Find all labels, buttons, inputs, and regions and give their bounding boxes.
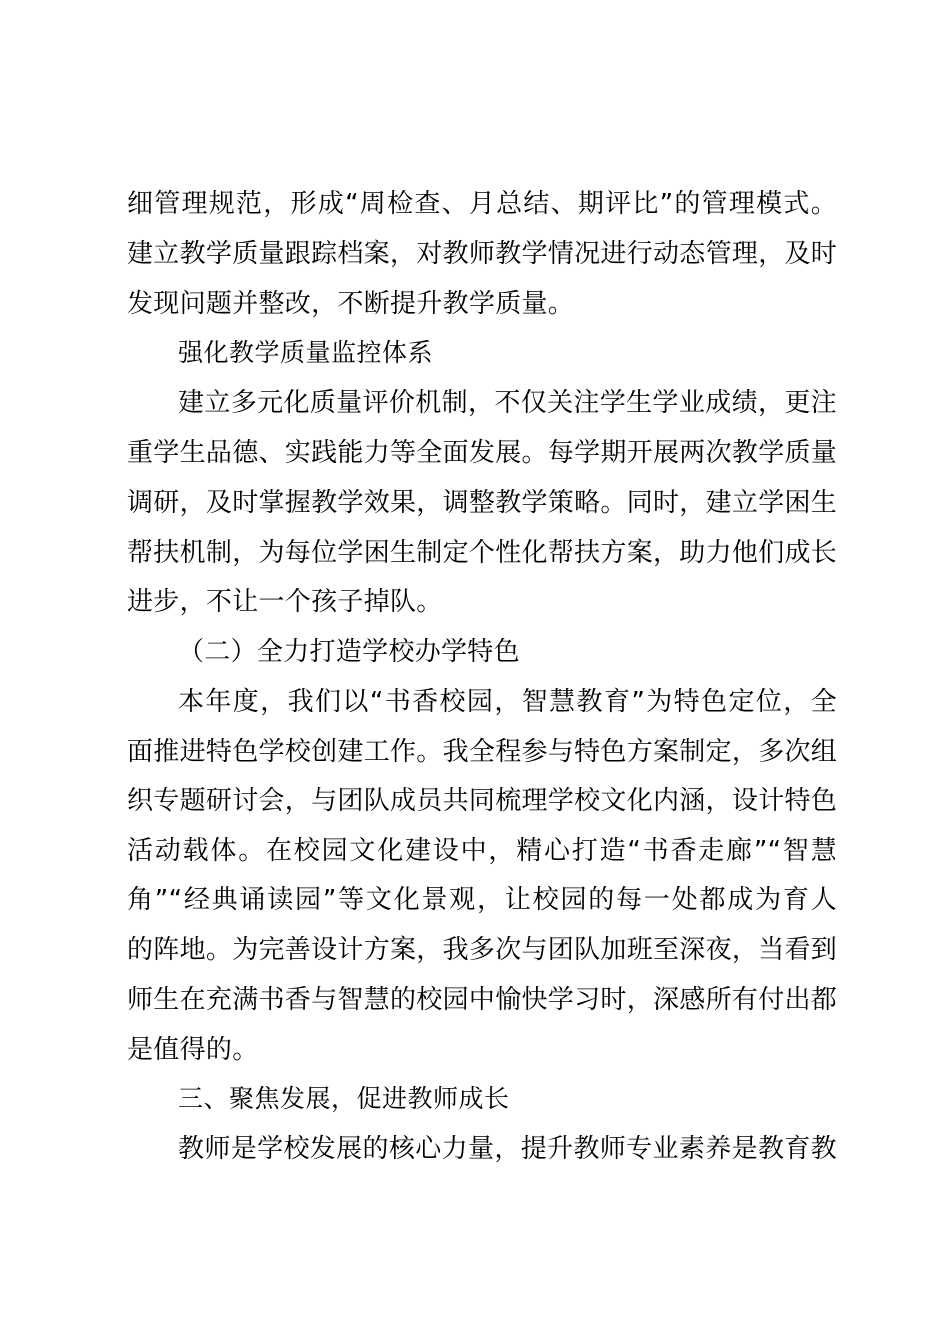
paragraph-line: 建立多元化质量评价机制，不仅关注学生学业成绩，更注 <box>178 388 837 418</box>
section-heading: 三、聚焦发展，促进教师成长 <box>178 1084 510 1113</box>
paragraph-line: 织专题研讨会，与团队成员共同梳理学校文化内涵，设计特色 <box>127 786 838 816</box>
section-heading: （二）全力打造学校办学特色 <box>178 637 520 667</box>
paragraph-line: 帮扶机制，为每位学困生制定个性化帮扶方案，助力他们成长 <box>127 538 838 568</box>
section-heading: 强化教学质量监控体系 <box>178 338 434 367</box>
paragraph-line: 重学生品德、实践能力等全面发展。每学期开展两次教学质量 <box>127 438 838 468</box>
paragraph-line: 发现问题并整改，不断提升教学质量。 <box>127 289 575 319</box>
paragraph-line: 本年度，我们以“书香校园，智慧教育”为特色定位，全 <box>178 687 837 717</box>
paragraph-line: 是值得的。 <box>127 1035 259 1065</box>
paragraph-line: 教师是学校发展的核心力量，提升教师专业素养是教育教 <box>178 1134 837 1164</box>
paragraph-line: 细管理规范，形成“周检查、月总结、期评比”的管理模式。 <box>127 189 837 219</box>
paragraph-line: 调研，及时掌握教学效果，调整教学策略。同时，建立学困生 <box>127 488 838 518</box>
paragraph-line: 活动载体。在校园文化建设中，精心打造“书香走廊”“智慧 <box>127 836 837 866</box>
paragraph-line: 建立教学质量跟踪档案，对教师教学情况进行动态管理，及时 <box>127 239 838 269</box>
paragraph-line: 面推进特色学校创建工作。我全程参与特色方案制定，多次组 <box>127 737 838 767</box>
paragraph-line: 进步，不让一个孩子掉队。 <box>127 587 443 617</box>
paragraph-line: 师生在充满书香与智慧的校园中愉快学习时，深感所有付出都 <box>127 985 838 1015</box>
paragraph-line: 的阵地。为完善设计方案，我多次与团队加班至深夜，当看到 <box>127 935 838 965</box>
paragraph-line: 角”“经典诵读园”等文化景观，让校园的每一处都成为育人 <box>127 885 837 915</box>
